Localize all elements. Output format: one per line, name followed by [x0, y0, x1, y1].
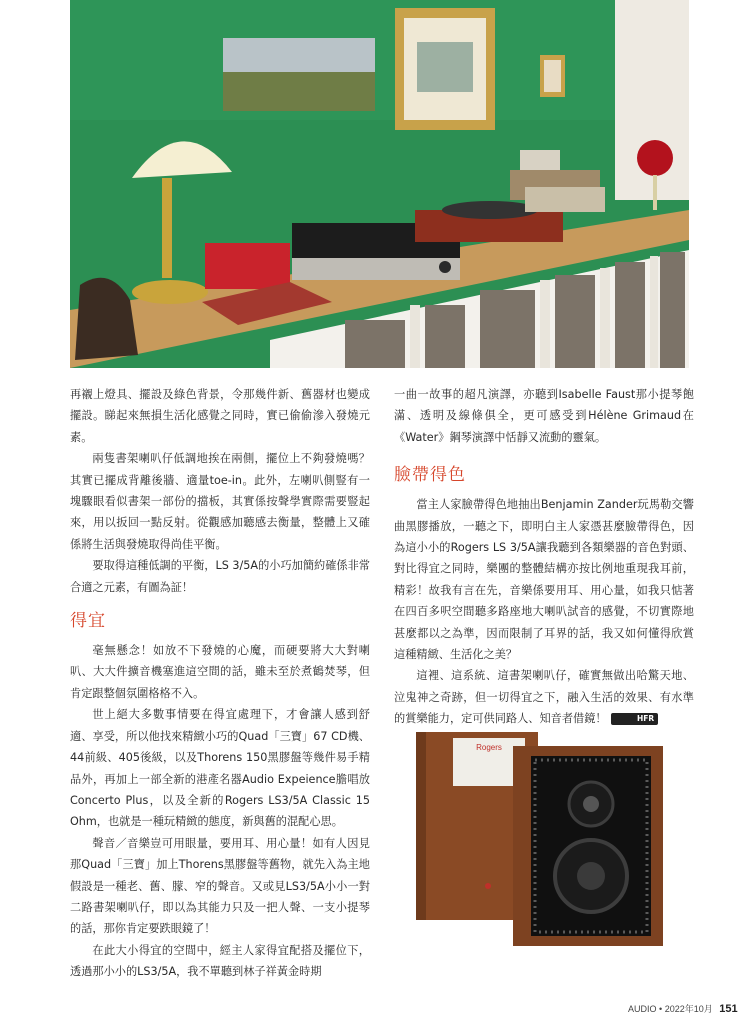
paragraph-9: 當主人家臉帶得色地抽出Benjamin Zander玩馬勒交響曲黑膠播放，一聽之下，即明白主人家憑甚麼臉帶得色，因為這小小的Rogers LS 3/5A讓我聽到各類樂器的音色對頭、對比得宜之同時，樂團的整體結構亦按比例地重現我耳前，精彩！故我有言在先，音樂係要用耳、用心量，如我只惦著在四百多呎空間聽多路座地大喇叭試音的感覺，不切實際地甚麼都以之為準，因而限制了耳界的話，我又如何懂得欣賞這種精緻、生活化之美？ [394, 498, 694, 662]
paragraph-4: 毫無懸念！如放不下發燒的心魔，而硬要將大大對喇叭、大大件擴音機塞進這空間的話，雖未至於煮鶴焚琴，但肯定跟整個氛圍格格不入。 [70, 644, 370, 700]
red-flowers [637, 140, 673, 176]
paragraph-3: 要取得這種低調的平衡，LS 3/5A的小巧加簡約確係非常合適之元素，有圖為証！ [70, 559, 370, 594]
paragraph-10-text: 這裡、這系統、這書架喇叭仔，確實無做出哈驚天地、泣鬼神之奇跡，但一切得宜之下，融入生活的效果、有水準的賞樂能力，定可供同路人、知音者借鏡！ [394, 669, 694, 726]
section-heading-smug: 臉帶得色 [394, 465, 466, 486]
hfr-end-badge: HFR [611, 713, 659, 725]
footer-magazine: AUDIO [628, 1004, 657, 1014]
red-box [205, 243, 290, 289]
paragraph-7: 在此大小得宜的空間中，經主人家得宜配搭及擺位下，透過那小小的LS3/5A，我不單聽到林子祥黃金時期 [70, 943, 370, 979]
page-footer [628, 1002, 738, 1015]
right-column [394, 384, 694, 730]
section-heading-fit: 得宜 [70, 611, 106, 632]
paragraph-6: 聲音／音樂豈可用眼量，要用耳、用心量！如有人因見那Quad「三寶」加上Thorens黑膠盤等舊物，就先入為主地假設是一種老、舊、朦、窄的聲音。又或見LS3/5A小小一對二路書架喇叭仔，即以為其能力只及一把人聲、一支小提琴的話，那你肯定要跌眼鏡了！ [70, 836, 370, 936]
paragraph-2: 兩隻書架喇叭仔低調地挨在兩側，擺位上不夠發燒嗎？其實已擺成背離後牆、適量toe-in。此外，左喇叭側豎有一塊驟眼看似書架一部份的擋板，其實係按聲學實際需要豎起來，用以扳回一點反射。從觀感加聽感去衡量，整體上又確係將生活與發燒取得尚佳平衡。 [70, 452, 370, 551]
paragraph-8: 一曲一故事的超凡演譯，亦聽到Isabelle Faust那小提琴飽滿、透明及線條俱全，更可感受到Hélène Grimaud在《Water》鋼琴演譯中恬靜又流動的靈氣。 [394, 388, 694, 444]
hero-photo [70, 0, 689, 368]
page-number: 151 [719, 1003, 738, 1015]
rogers-speakers-illustration [408, 726, 690, 950]
paragraph-5: 世上絕大多數事情要在得宜處理下，才會讓人感到舒適、享受，所以他找來精緻小巧的Quad「三寶」67 CD機、44前級、405後級，以及Thorens 150黑膠盤等幾件易手精品外，再加上一部全新的港產名器Audio Expeience膽唱放Concerto Plus，以及全新的Rogers LS3/5A Classic 15 Ohm，也就是一種玩精緻的態度，新與舊的混配心思。 [70, 708, 370, 829]
footer-bullet: • [659, 1004, 663, 1014]
left-column [70, 384, 370, 983]
paragraph-1: 再襯上燈具、擺設及綠色背景，令那幾件新、舊器材也變成擺設。睇起來無損生活化感覺之同時，實已偷偷滲入發燒元素。 [70, 388, 370, 444]
speaker-photo [408, 726, 690, 950]
hifi-room-illustration [70, 0, 689, 368]
speaker-brand-label: Rogers [476, 743, 502, 752]
paragraph-10 [394, 665, 694, 729]
footer-issue: 2022年10月 [664, 1004, 713, 1014]
